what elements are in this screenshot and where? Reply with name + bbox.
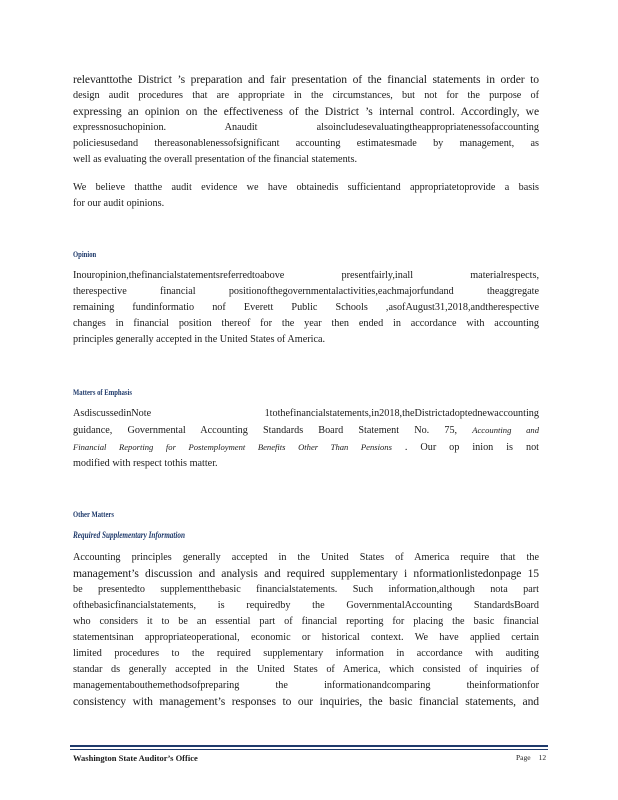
text-line: modified with respect tothis matter. (73, 458, 218, 469)
text-line: remaining fundinformatio nof Everett Public Schools ,asofAugust31,2018,andtherespective (73, 302, 539, 313)
footer-divider-thin (70, 749, 548, 750)
text-line: consistency with management’s responses to our inquiries, the basic financial statements, and (73, 695, 539, 708)
paragraph-opinion (73, 268, 539, 348)
text-fragment: guidance, Governmental Accounting Standards Board Statement No. 75, (73, 425, 458, 436)
text-line: limited procedures to the required supplementary information in accordance with auditing (73, 648, 539, 659)
text-line: expressing an opinion on the effectiveness of the District ’s internal control. Accordingly, we (73, 105, 539, 118)
paragraph-required-supplementary (73, 550, 539, 710)
text-line: standar ds generally accepted in the United States of America, which consisted of inquiries of (73, 664, 539, 675)
footer-page-number (516, 753, 546, 762)
text-line: be presentedto supplementthebasic financialstatements. Such information,although nota part (73, 584, 539, 595)
text-line: policiesusedand thereasonablenessofsignificant accounting estimatesmade by management, as (73, 138, 539, 149)
text-line: who considers it to be an essential part of financial reporting for placing the basic financial (73, 616, 539, 627)
text-line: relevanttothe District ’s preparation and fair presentation of the financial statements in order to (73, 73, 539, 86)
text-line: for our audit opinions. (73, 198, 165, 209)
italic-citation: Financial Reporting for Postemployment Benefits Other Than Pensions (73, 442, 392, 452)
text-line: well as evaluating the overall presentation of the financial statements. (73, 154, 358, 165)
heading-opinion: Opinion (73, 249, 97, 259)
italic-citation: Accounting and (472, 425, 540, 435)
text-line: managementabouthemethodsofpreparing the informationandcomparing theinformationfor (73, 680, 539, 691)
heading-required-supplementary-information: Required Supplementary Information (73, 530, 186, 540)
heading-matters-of-emphasis: Matters of Emphasis (73, 387, 132, 397)
text-line: changes in financial position thereof for the year then ended in accordance with accounting (73, 318, 539, 329)
paragraph-emphasis (73, 406, 539, 472)
text-line: principles generally accepted in the United States of America. (73, 334, 326, 345)
text-line: Inouropinion,thefinancialstatementsreferredtoabove presentfairly,inall materialrespects, (73, 270, 539, 281)
text-line: Accounting principles generally accepted in the United States of America require that the (73, 552, 539, 563)
footer-divider (70, 745, 548, 747)
text-line: ofthebasicfinancialstatements, is requiredby the GovernmentalAccounting StandardsBoard (73, 600, 539, 611)
heading-other-matters: Other Matters (73, 509, 114, 519)
text-line: management’s discussion and analysis and required supplementary i nformationlistedonpage 15 (73, 567, 539, 580)
text-line: AsdiscussedinNote 1tothefinancialstatements,in2018,theDistrictadoptednewaccounting (73, 408, 539, 419)
text-line: therespective financial positionofthegovernmentalactivities,eachmajorfundand theaggregate (73, 286, 539, 297)
text-line: expressnosuchopinion. Anaudit alsoincludesevaluatingtheappropriatenessofaccounting (73, 122, 539, 133)
text-line: design audit procedures that are appropriate in the circumstances, but not for the purpose of (73, 90, 539, 101)
paragraph-audit-procedures (73, 72, 539, 168)
text-line: We believe thatthe audit evidence we have obtainedis sufficientand appropriatetoprovide a basis (73, 182, 539, 193)
footer-office-name: Washington State Auditor’s Office (73, 753, 198, 763)
text-line: statementsinan appropriateoperational, economic or historical context. We have applied certain (73, 632, 539, 643)
text-fragment: . Our op inion is not (404, 442, 539, 453)
paragraph-audit-evidence (73, 180, 539, 212)
text-line (73, 439, 539, 456)
page-label: Page (516, 753, 531, 762)
text-line (73, 422, 539, 439)
page-number: 12 (538, 753, 547, 762)
